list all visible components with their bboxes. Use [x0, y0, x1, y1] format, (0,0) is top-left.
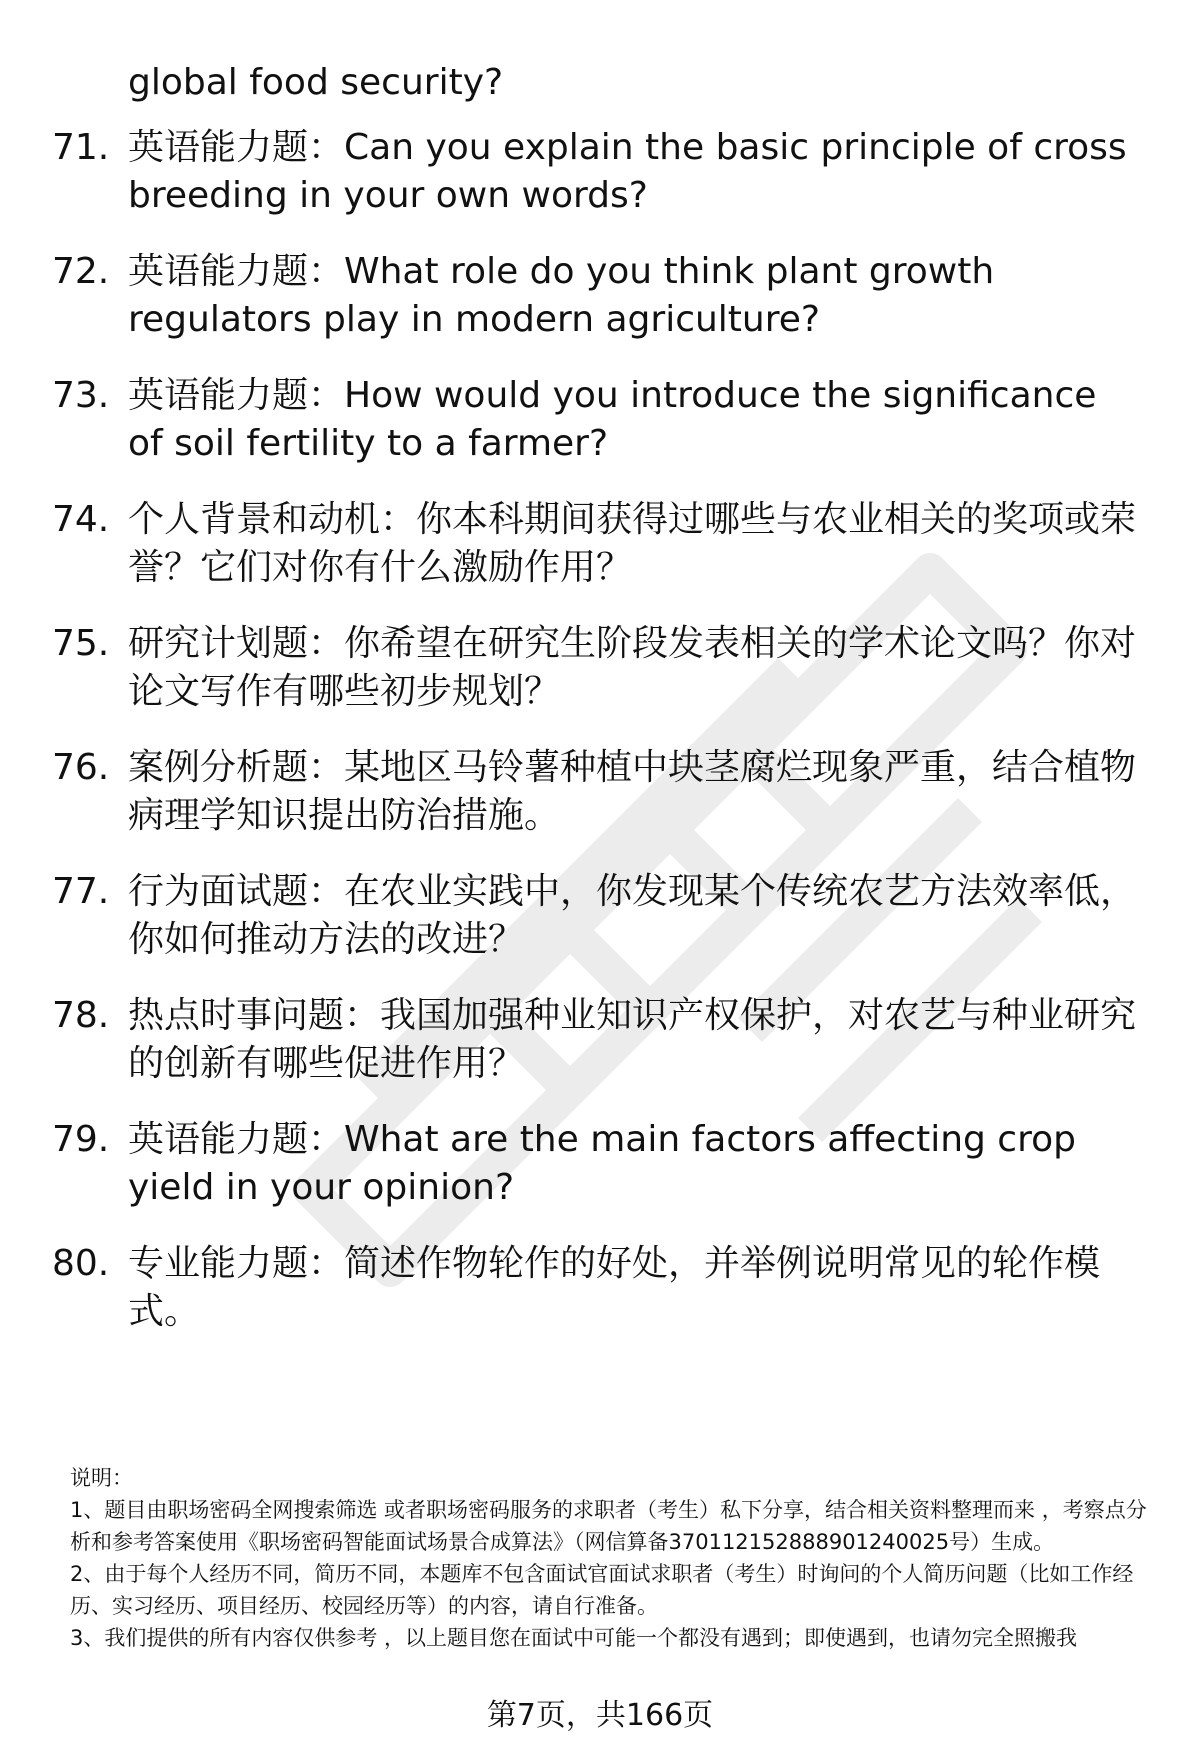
notes-section [70, 1462, 1160, 1654]
question-number: 75. [52, 623, 110, 664]
question-text: 英语能力题：Can you explain the basic principle of cross breeding in your own words? [128, 127, 1127, 216]
question-number: 76. [52, 747, 110, 788]
question-number: 74. [52, 499, 110, 540]
question-text: 研究计划题：你希望在研究生阶段发表相关的学术论文吗？你对论文写作有哪些初步规划？ [128, 623, 1137, 712]
question-number: 80. [52, 1243, 110, 1284]
question-text: 行为面试题：在农业实践中，你发现某个传统农艺方法效率低，你如何推动方法的改进？ [128, 871, 1137, 960]
question-number: 71. [52, 127, 110, 168]
continued-question-text: global food security? [128, 62, 504, 103]
question-number: 72. [52, 251, 110, 292]
question-text: 个人背景和动机：你本科期间获得过哪些与农业相关的奖项或荣誉？它们对你有什么激励作用？ [128, 499, 1137, 588]
question-number: 73. [52, 375, 110, 416]
question-number: 78. [52, 995, 110, 1036]
note-item: 1、题目由职场密码全网搜索筛选 或者职场密码服务的求职者（考生）私下分享，结合相关资料整理而来 ，考察点分析和参考答案使用《职场密码智能面试场景合成算法》（网信算备370112152888901240025号）生成。 [70, 1498, 1147, 1554]
question-text: 英语能力题：What role do you think plant growth regulators play in modern agriculture? [128, 251, 995, 340]
question-number: 79. [52, 1119, 110, 1160]
question-number: 77. [52, 871, 110, 912]
question-text: 专业能力题：简述作物轮作的好处，并举例说明常见的轮作模式。 [128, 1243, 1101, 1332]
note-item: 3、我们提供的所有内容仅供参考 ，以上题目您在面试中可能一个都没有遇到；即使遇到，也请勿完全照搬我 [70, 1626, 1078, 1650]
note-item: 2、由于每个人经历不同，简历不同，本题库不包含面试官面试求职者（考生）时询问的个人简历问题（比如工作经历、实习经历、项目经历、校园经历等）的内容，请自行准备。 [70, 1562, 1134, 1618]
notes-heading: 说明： [70, 1466, 133, 1490]
question-text: 案例分析题：某地区马铃薯种植中块茎腐烂现象严重，结合植物病理学知识提出防治措施。 [128, 747, 1137, 836]
question-text: 热点时事问题：我国加强种业知识产权保护，对农艺与种业研究的创新有哪些促进作用？ [128, 995, 1137, 1084]
question-text: 英语能力题：How would you introduce the significance of soil fertility to a farmer? [128, 375, 1097, 464]
question-text: 英语能力题：What are the main factors affecting crop yield in your opinion? [128, 1119, 1076, 1208]
page-footer: 第7页，共166页 [486, 1698, 714, 1733]
